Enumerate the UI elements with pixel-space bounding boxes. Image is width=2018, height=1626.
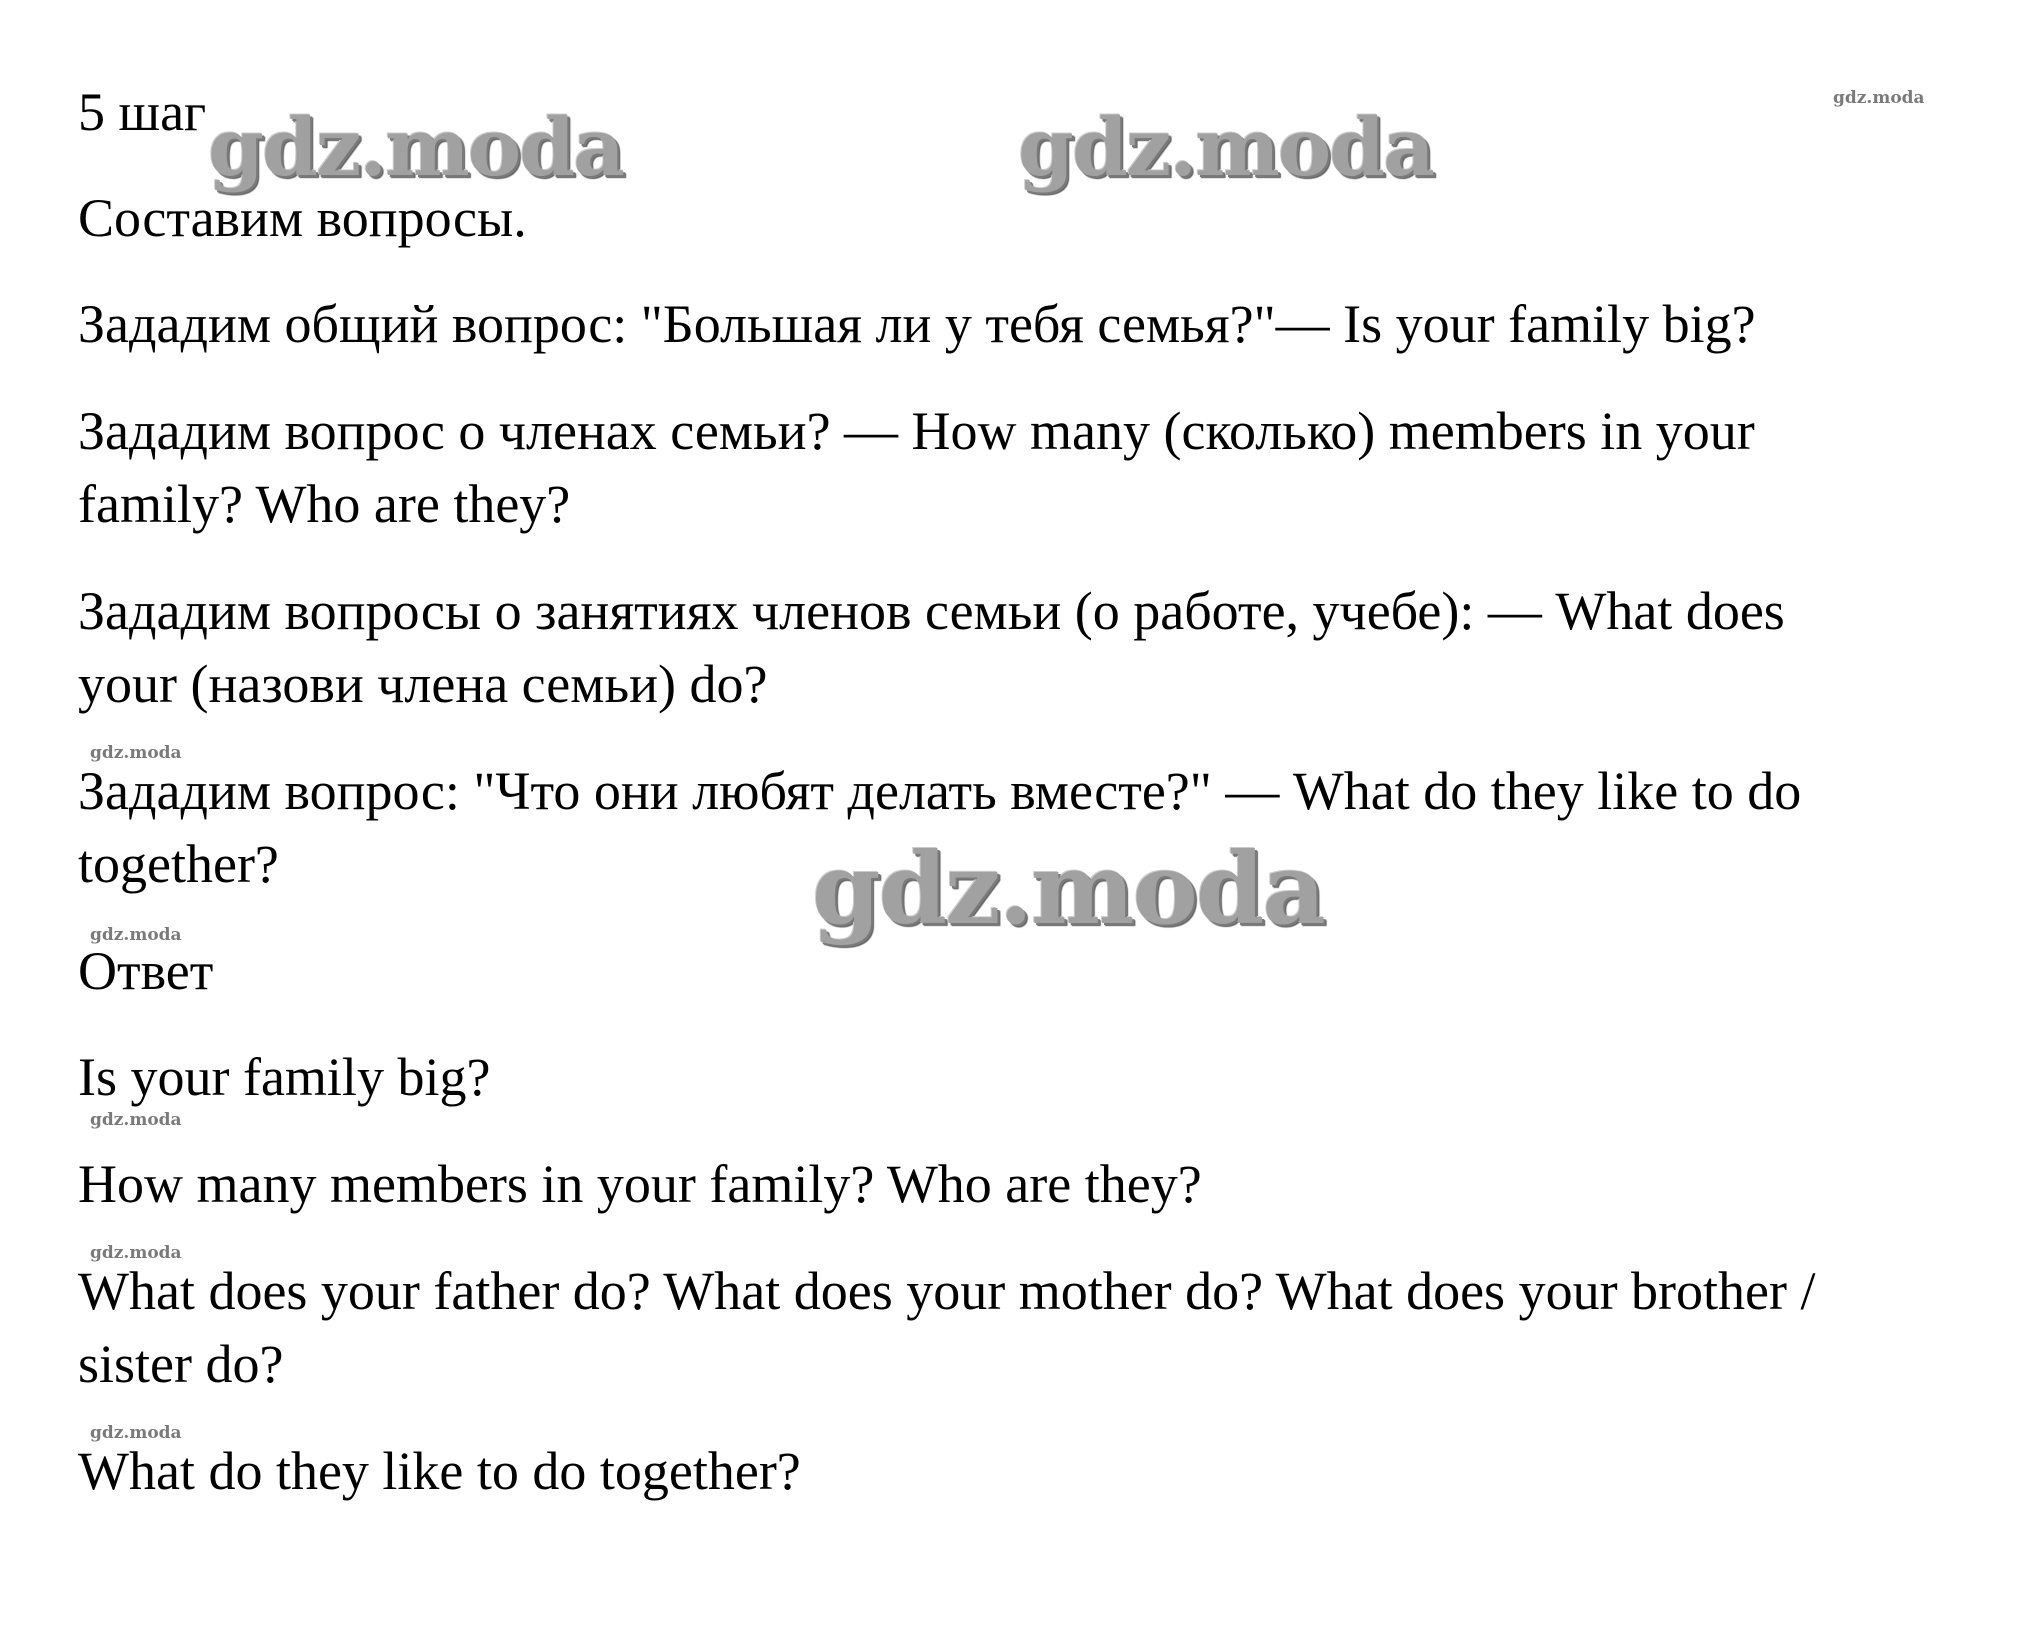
watermark-small: gdz.moda <box>90 743 182 763</box>
answer-line: Is your family big? <box>78 1047 491 1107</box>
question-line: together? <box>78 834 279 894</box>
answer-line: What does your father do? What does your mother do? What does your brother / <box>78 1261 1816 1321</box>
question-line: Зададим вопрос о членах семьи? — How many (сколько) members in your <box>78 401 1755 461</box>
answer-line: How many members in your family? Who are they? <box>78 1154 1202 1214</box>
question-line: your (назови члена семьи) do? <box>78 654 768 714</box>
answer-line: sister do? <box>78 1334 284 1394</box>
question-line: Зададим вопросы о занятиях членов семьи (о работе, учебе): — What does <box>78 581 1785 641</box>
watermark-large: gdz.moda <box>1018 100 1433 194</box>
answer-heading: Ответ <box>78 941 214 1001</box>
intro-text: Составим вопросы. <box>78 188 527 248</box>
watermark-large: gdz.moda <box>812 832 1324 947</box>
watermark-small: gdz.moda <box>90 1423 182 1443</box>
watermark-large: gdz.moda <box>208 100 623 194</box>
watermark-small: gdz.moda <box>1833 88 1925 108</box>
step-title: 5 шаг <box>78 82 207 142</box>
question-line: Зададим вопрос: "Что они любят делать вместе?" — What do they like to do <box>78 761 1802 821</box>
question-line: family? Who are they? <box>78 474 571 534</box>
watermark-small: gdz.moda <box>90 1243 182 1263</box>
answer-line: What do they like to do together? <box>78 1441 801 1501</box>
question-line: Зададим общий вопрос: "Большая ли у тебя семья?"— Is your family big? <box>78 294 1756 354</box>
watermark-small: gdz.moda <box>90 1110 182 1130</box>
watermark-small: gdz.moda <box>90 925 182 945</box>
